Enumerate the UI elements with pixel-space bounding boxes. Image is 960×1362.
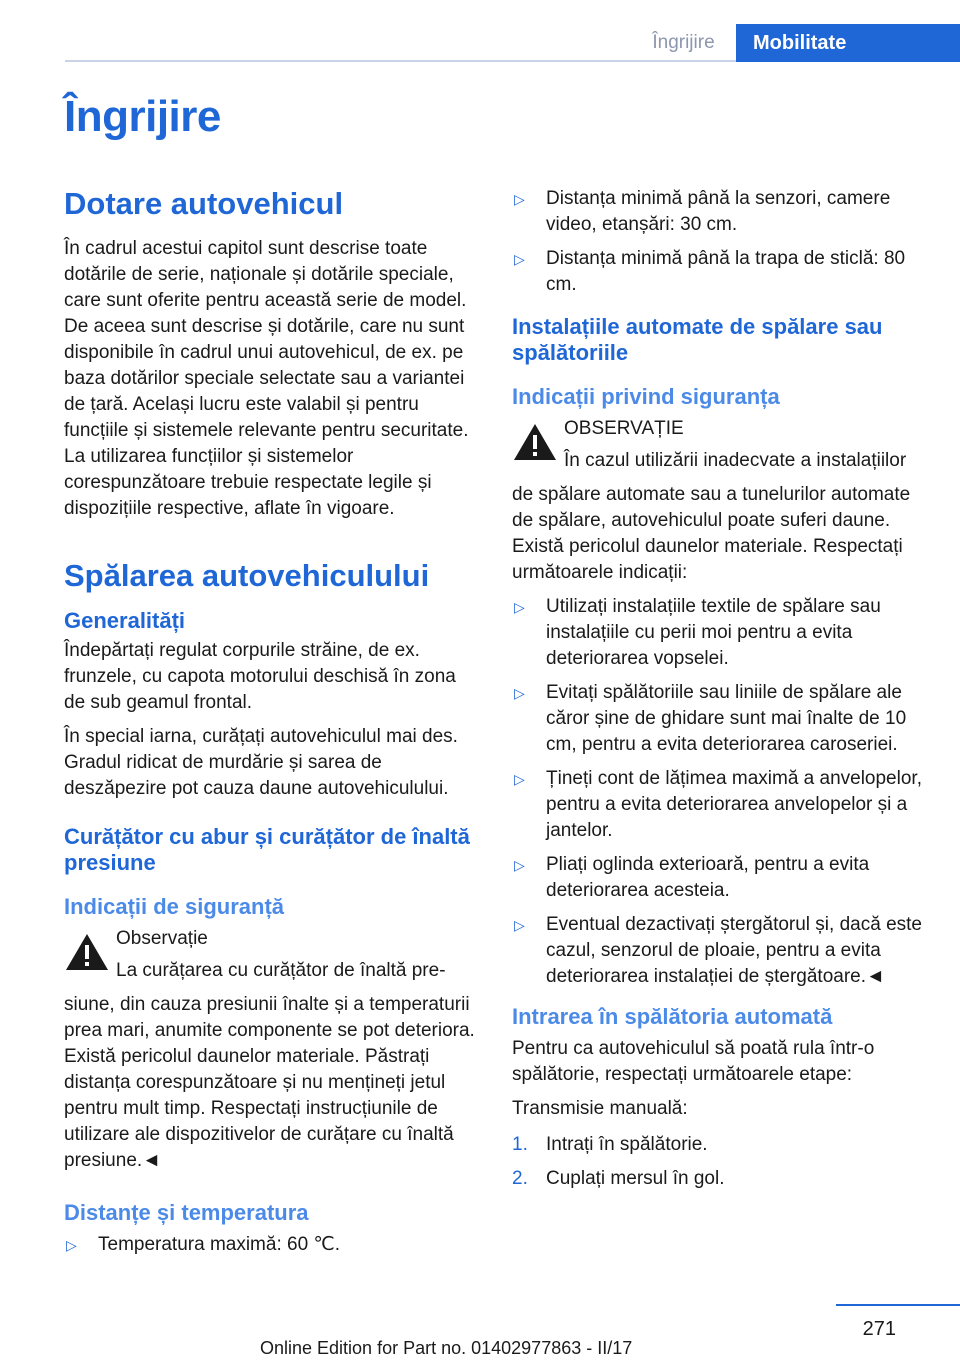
note-text-first: La curățarea cu curățător de înaltă pre- bbox=[116, 960, 446, 981]
note-text-first: În cazul utilizării inadecvate a instalațiilor bbox=[564, 450, 907, 471]
triangle-bullet-icon: ▷ bbox=[514, 599, 525, 615]
list-item: ▷ Distanța minimă până la senzori, camere video, etanșări: 30 cm. bbox=[514, 188, 891, 235]
tab-mobilitate[interactable]: Mobilitate bbox=[736, 24, 960, 62]
triangle-bullet-icon: ▷ bbox=[66, 1237, 77, 1253]
triangle-bullet-icon: ▷ bbox=[514, 857, 525, 873]
list-item: ▷ Eventual dezactivați ștergătorul și, dacă este cazul, senzorul de ploaie, pentru a evita deteriorarea instalației de ștergătoare.◄ bbox=[514, 914, 922, 987]
paragraph-transmisie: Transmisie manuală: bbox=[512, 1098, 688, 1119]
note-text: siune, din cauza presiunii înalte și a temperaturii prea mari, anumite componente se pot deteriora. Există pericolul daunelor materiale. Păstrați distanța corespunzătoare și nu mențineți jetul pentru mult timp. Respectați instrucțiunile de utilizare ale dispozitivelor de curățare cu înaltă presiune.◄ bbox=[64, 994, 475, 1171]
heading-intrarea: Intrarea în spălătoria automată bbox=[512, 1004, 833, 1029]
list-item: 1. Intrați în spălătorie. bbox=[512, 1132, 930, 1158]
warning-note bbox=[64, 926, 476, 1174]
list-item: ▷ Țineți cont de lățimea maximă a anvelopelor, pentru a evita deteriorarea anvelopelor și a jantelor. bbox=[514, 768, 922, 841]
page-title: Îngrijire bbox=[64, 92, 221, 141]
step-number: 2. bbox=[512, 1168, 528, 1189]
triangle-bullet-icon: ▷ bbox=[514, 251, 525, 267]
heading-instalatii: Instalațiile automate de spălare sau spălătoriile bbox=[512, 314, 883, 365]
paragraph-intrarea: Pentru ca autovehiculul să poată rula într-o spălătorie, respectați următoarele etape: bbox=[512, 1038, 875, 1085]
tab-ingrijire[interactable]: Îngrijire bbox=[652, 32, 715, 53]
list-steps bbox=[512, 1132, 930, 1192]
list-item: ▷ Utilizați instalațiile textile de spălare sau instalațiile cu perii moi pentru a evita deteriorarea vopselei. bbox=[514, 596, 881, 669]
triangle-bullet-icon: ▷ bbox=[514, 771, 525, 787]
paragraph-generalitati-2: În special iarna, curățați autovehiculul mai des. Gradul ridicat de murdărie și sarea de deszăpezire pot cauza daune autovehiculului. bbox=[64, 726, 458, 799]
warning-note bbox=[512, 416, 930, 586]
step-number: 1. bbox=[512, 1134, 528, 1155]
right-column bbox=[512, 186, 930, 1200]
edition-footer: Online Edition for Part no. 01402977863 - II/17 bbox=[260, 1338, 633, 1358]
list-item: ▷ Pliați oglinda exterioară, pentru a evita deteriorarea acesteia. bbox=[514, 854, 870, 901]
warning-icon bbox=[64, 932, 110, 972]
footer-rule bbox=[836, 1304, 960, 1306]
heading-spalare: Spălarea autovehiculului bbox=[64, 558, 430, 593]
list-item: ▷ Temperatura maximă: 60 ℃. bbox=[64, 1232, 476, 1258]
list-item: 2. Cuplați mersul în gol. bbox=[512, 1166, 930, 1192]
left-column bbox=[64, 180, 476, 1266]
page-number: 271 bbox=[862, 1318, 896, 1340]
heading-dotare: Dotare autovehicul bbox=[64, 186, 344, 221]
list-item: ▷ Evitați spălătoriile sau liniile de spălare ale căror șine de ghidare sunt mai înalte de 10 cm, pentru a evita deteriorarea caroseriei. bbox=[514, 682, 907, 755]
list-indicatii bbox=[512, 594, 930, 990]
note-title: Observație bbox=[116, 928, 208, 949]
list-distante bbox=[512, 186, 930, 298]
heading-curatator: Curățător cu abur și curățător de înaltă presiune bbox=[64, 824, 470, 875]
note-text: de spălare automate sau a tunelurilor automate de spălare, autovehiculul poate suferi daune. Există pericolul daunelor materiale. Respectați următoarele indicații: bbox=[512, 484, 911, 583]
heading-indicatii-privind: Indicații privind siguranța bbox=[512, 384, 780, 409]
heading-indicatii-siguranta: Indicații de siguranță bbox=[64, 894, 285, 919]
triangle-bullet-icon: ▷ bbox=[514, 917, 525, 933]
warning-icon bbox=[512, 422, 558, 462]
heading-generalitati: Generalități bbox=[64, 608, 186, 633]
paragraph-dotare: În cadrul acestui capitol sunt descrise toate dotările de serie, naționale și dotările speciale, care sunt oferite pentru această serie de model. De aceea sunt descrise și dotările, care nu sunt disponibile în cadrul unui autovehicul, de ex. pe baza dotărilor speciale selectate sau a variantei de țară. Același lucru este valabil și pentru funcțiile și sistemele relevante pentru securitate. La utilizarea funcțiilor și sistemelor corespunzătoare trebuie respectate legile și dispozițiile respective, aflate în vigoare. bbox=[64, 238, 469, 519]
note-title: OBSERVAȚIE bbox=[564, 418, 684, 439]
list-item: ▷ Distanța minimă până la trapa de sticlă: 80 cm. bbox=[514, 248, 906, 295]
heading-distante: Distanțe și temperatura bbox=[64, 1200, 309, 1225]
list-temperatura bbox=[64, 1232, 476, 1258]
paragraph-generalitati-1: Îndepărtați regulat corpurile străine, de ex. frunzele, cu capota motorului deschisă în zona de sub geamul frontal. bbox=[64, 640, 456, 713]
triangle-bullet-icon: ▷ bbox=[514, 191, 525, 207]
triangle-bullet-icon: ▷ bbox=[514, 685, 525, 701]
